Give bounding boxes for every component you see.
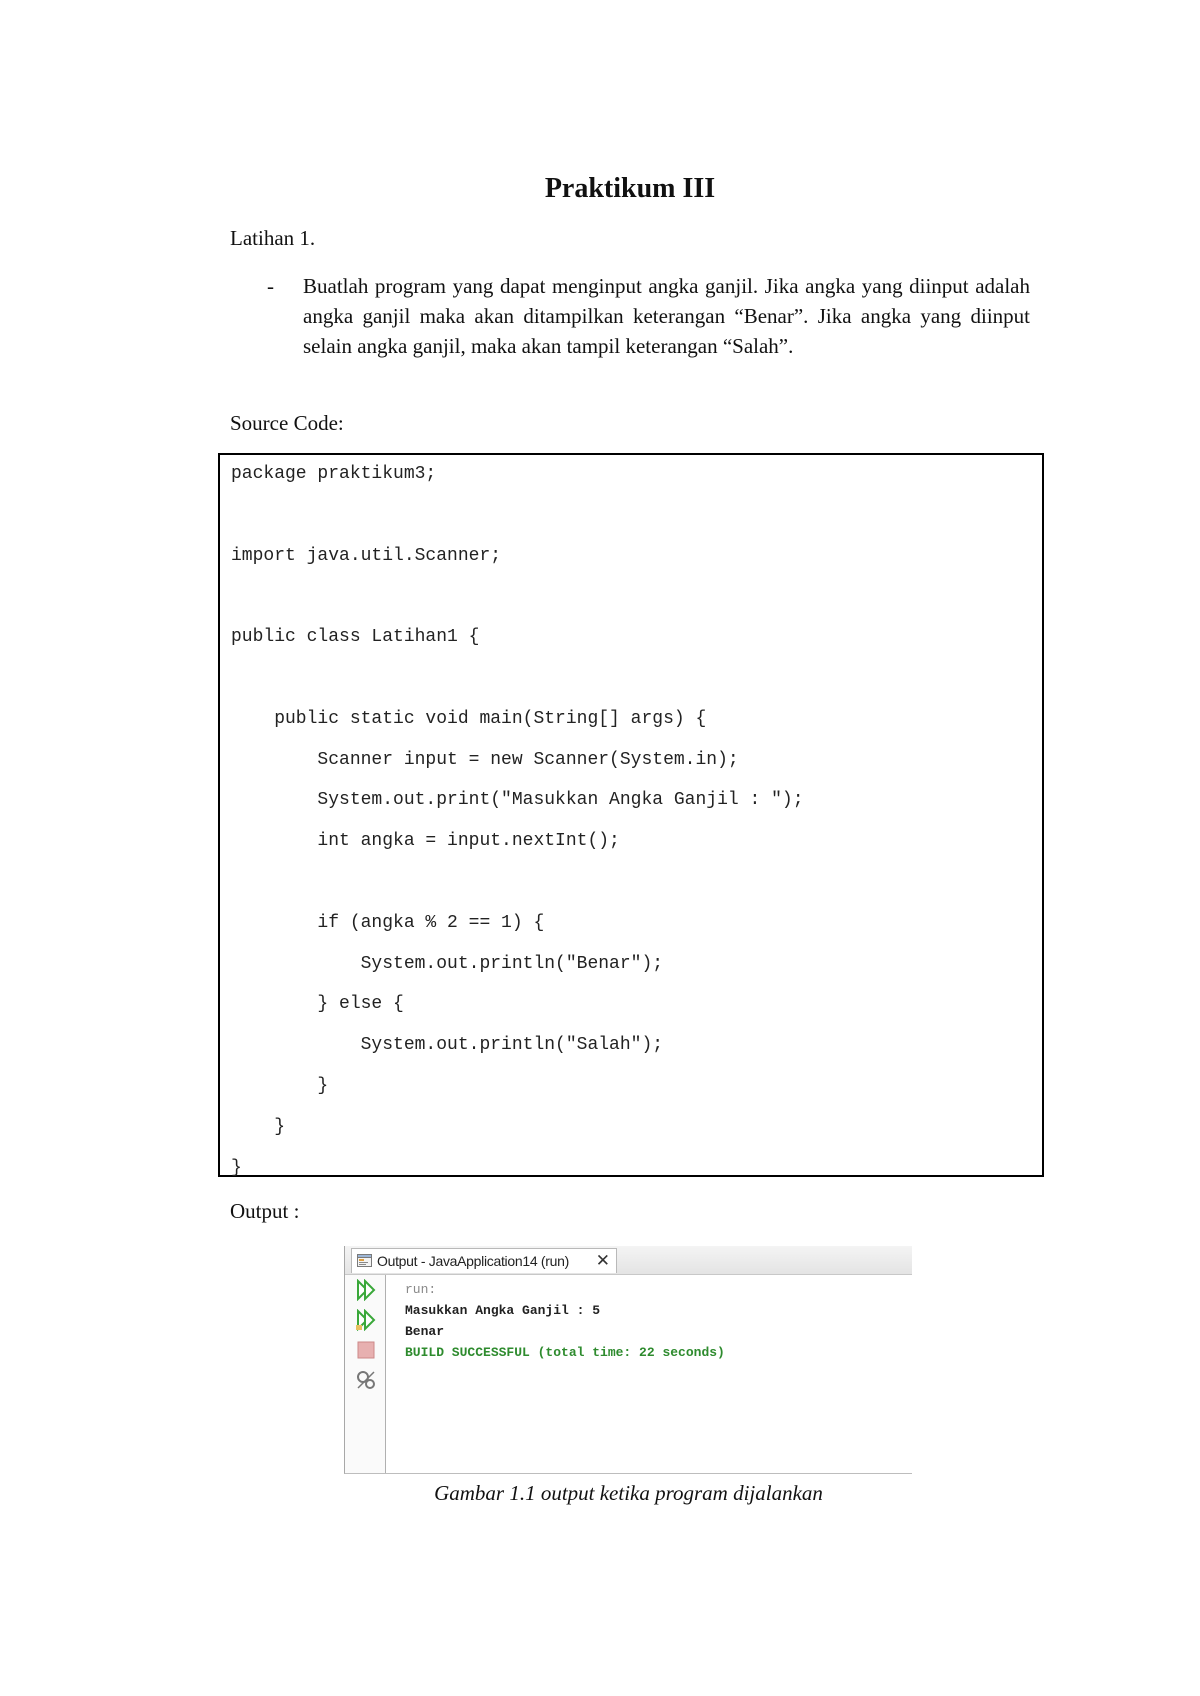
- code-line: } else {: [231, 994, 404, 1015]
- output-toolstrip: [345, 1275, 386, 1473]
- figure-caption: Gambar 1.1 output ketika program dijalankan: [434, 1481, 823, 1505]
- task-text: Buatlah program yang dapat menginput angka ganjil. Jika angka yang diinput adalah angka ganjil maka akan ditampilkan keterangan “Benar”. Jika angka yang diinput selain angka ganjil, maka akan tampil keterangan “Salah”.: [303, 274, 1030, 358]
- code-line: package praktikum3;: [231, 464, 437, 484]
- code-line: public class Latihan1 {: [231, 627, 480, 648]
- code-line: [231, 502, 1042, 543]
- code-line: }: [231, 1157, 242, 1178]
- output-tabbar: [345, 1246, 912, 1275]
- bullet-dash: -: [267, 274, 274, 298]
- console-line: BUILD SUCCESSFUL (total time: 22 seconds): [405, 1345, 725, 1360]
- settings-icon[interactable]: [355, 1369, 377, 1391]
- code-line: import java.util.Scanner;: [231, 545, 502, 566]
- code-line: [231, 583, 1042, 624]
- code-line: [231, 869, 1042, 910]
- output-window-screenshot: [344, 1246, 912, 1474]
- task-item: [230, 271, 1030, 361]
- source-code-label: Source Code:: [230, 411, 344, 435]
- code-line: System.out.print("Masukkan Angka Ganjil : ");: [231, 790, 804, 811]
- output-label: Output :: [230, 1199, 300, 1223]
- code-line: if (angka % 2 == 1) {: [231, 912, 545, 933]
- source-code-box: [218, 453, 1044, 1177]
- code-line: public static void main(String[] args) {: [231, 708, 707, 729]
- output-tab[interactable]: [351, 1248, 617, 1273]
- code-line: Scanner input = new Scanner(System.in);: [231, 749, 739, 770]
- code-line: [231, 665, 1042, 706]
- code-line: int angka = input.nextInt();: [231, 831, 620, 852]
- code-line: System.out.println("Benar");: [231, 953, 664, 974]
- console-line: Masukkan Angka Ganjil : 5: [405, 1303, 601, 1318]
- output-tab-title: Output - JavaApplication14 (run): [377, 1253, 569, 1269]
- console-output: [405, 1279, 725, 1363]
- run-again-icon[interactable]: [355, 1279, 377, 1301]
- stop-icon[interactable]: [355, 1339, 377, 1361]
- console-line: run:: [405, 1282, 437, 1297]
- close-icon[interactable]: ✕: [595, 1251, 610, 1270]
- page-title: Praktikum III: [544, 173, 716, 204]
- console-line: Benar: [405, 1324, 445, 1339]
- output-window-icon: [357, 1254, 372, 1267]
- code-line: }: [231, 1116, 286, 1137]
- code-line: System.out.println("Salah");: [231, 1035, 664, 1056]
- code-line: }: [231, 1075, 329, 1096]
- rerun-icon[interactable]: [355, 1309, 377, 1331]
- exercise-label: Latihan 1.: [230, 226, 316, 250]
